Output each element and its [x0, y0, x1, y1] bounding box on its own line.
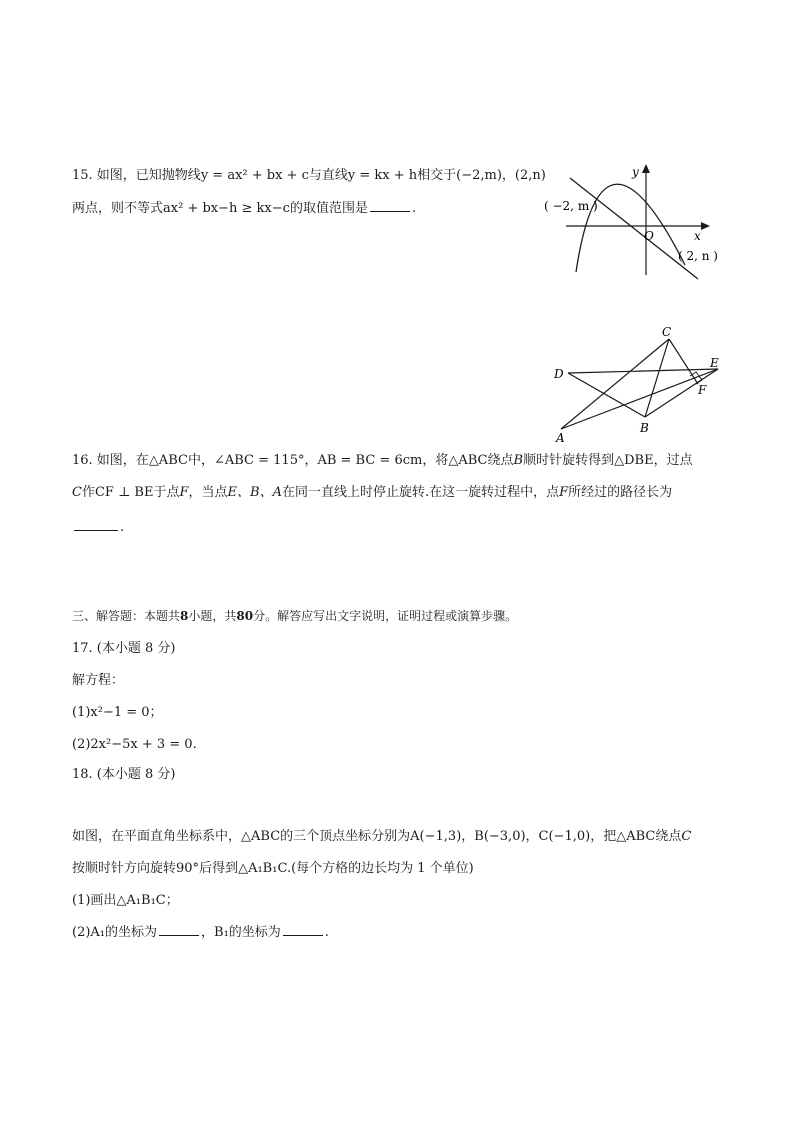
- q17-subtitle: 解方程：: [72, 673, 125, 688]
- q18-b1-blank: [283, 922, 323, 936]
- parabola-curve: [576, 184, 685, 272]
- q17-title: 17. (本小题 8 分): [72, 641, 176, 656]
- label-origin: O: [644, 229, 654, 243]
- q18-title: 18. (本小题 8 分): [72, 767, 176, 782]
- q18-part1: (1)画出△A₁B₁C；: [72, 893, 179, 908]
- q16-text: 在同一直线上时停止旋转.在这一旋转过程中，点: [281, 485, 560, 500]
- section3-text: 分。解答应写出文字说明，证明过程或演算步骤。: [253, 609, 518, 623]
- q18-text: ，把: [590, 829, 617, 844]
- seg-AC: [561, 339, 669, 429]
- q18-point-c: C: [681, 829, 692, 844]
- q18-a1-blank: [159, 922, 199, 936]
- q15-text: 的取值范围是: [289, 201, 368, 216]
- q16-text: 绕点: [487, 453, 514, 468]
- q18-coords: A(−1,3)，B(−3,0)，C(−1,0): [410, 829, 591, 844]
- q15-text: 两点，则不等式: [72, 201, 164, 216]
- section3-count: 8: [180, 609, 189, 623]
- y-axis-arrow: [642, 164, 650, 173]
- q15-figure: [540, 160, 730, 285]
- q18-text: 按顺时针方向旋转: [72, 861, 177, 876]
- q16-end: .: [120, 520, 125, 535]
- straight-line: [570, 178, 698, 279]
- q18-text: .(每个方格的边长均为 1 个单位): [286, 861, 474, 876]
- q18-text: (2)A₁的坐标为: [72, 925, 158, 940]
- q18-part2: [72, 922, 329, 942]
- q18-text: 的三个顶点坐标分别为: [280, 829, 411, 844]
- q16-text: 16. 如图，在: [72, 453, 149, 468]
- section3-text: 小题，共: [188, 609, 237, 623]
- q16-text: ，当点: [188, 485, 228, 500]
- q16-text: 所经过的路径长为: [568, 485, 673, 500]
- q15-answer-blank: [370, 198, 410, 212]
- q16-text: 于点: [153, 485, 180, 500]
- q16-text: ，将: [422, 453, 449, 468]
- label-F: F: [698, 383, 707, 397]
- label-x: x: [694, 229, 701, 243]
- label-B: B: [640, 421, 649, 435]
- q18-text: 后得到: [199, 861, 239, 876]
- seg-CF: [669, 339, 698, 384]
- q18-end: .: [324, 925, 329, 940]
- q15-line1: [72, 167, 546, 185]
- q16-triangle: △ABC: [448, 453, 488, 468]
- q16-point-f: F: [559, 485, 569, 500]
- q18-line1: [72, 828, 691, 846]
- x-axis-arrow: [701, 222, 710, 230]
- q16-line3: [72, 517, 124, 537]
- label-y: y: [632, 165, 639, 179]
- q16-text: ，过点: [653, 453, 693, 468]
- label-E: E: [710, 356, 719, 370]
- q16-point-c: C: [72, 485, 82, 500]
- q16-answer-blank: [74, 517, 118, 531]
- label-right-point: ( 2, n ): [678, 249, 718, 263]
- q15-parabola-eq: y = ax² + bx + c: [200, 168, 309, 183]
- seg-DB: [568, 373, 645, 417]
- q15-line2: [72, 198, 416, 218]
- section3-header: [72, 607, 517, 625]
- q17-part2: (2)2x²−5x + 3 = 0.: [72, 737, 197, 752]
- label-left-point: ( −2, m ): [544, 199, 598, 213]
- q18-text: ，B₁的坐标为: [201, 925, 281, 940]
- q15-text: 与直线: [308, 168, 348, 183]
- q16-text: 中，: [187, 453, 214, 468]
- q16-line2: [72, 484, 672, 502]
- q16-text: 顺时针旋转得到: [523, 453, 615, 468]
- q16-point-b: B: [513, 453, 524, 468]
- q18-text: 绕点: [655, 829, 682, 844]
- q15-line-eq: y = kx + h: [347, 168, 418, 183]
- q16-points: E、B、A: [227, 485, 282, 500]
- q16-line1: [72, 452, 693, 470]
- q18-line2: [72, 860, 474, 878]
- q16-angle: ∠ABC = 115°，AB = BC = 6cm: [213, 453, 423, 468]
- q16-perp: CF ⊥ BE: [94, 485, 154, 500]
- q15-points: (−2,m)，(2,n): [456, 168, 546, 183]
- q16-point-f: F: [179, 485, 189, 500]
- q16-triangle: △ABC: [148, 453, 188, 468]
- section3-text: 三、解答题：本题共: [72, 609, 181, 623]
- q18-text: 如图，在平面直角坐标系中，: [72, 829, 242, 844]
- q15-text: 15. 如图，已知抛物线: [72, 168, 201, 183]
- label-C: C: [662, 325, 672, 339]
- label-D: D: [554, 367, 564, 381]
- section3-score: 80: [236, 609, 254, 623]
- q16-triangle: △DBE: [614, 453, 654, 468]
- q18-triangle: △ABC: [616, 829, 656, 844]
- q15-inequality: ax² + bx−h ≥ kx−c: [163, 201, 290, 216]
- label-A: A: [556, 431, 565, 444]
- q17-part1: (1)x²−1 = 0；: [72, 705, 163, 720]
- q15-end: .: [411, 201, 417, 216]
- q18-triangle: △A₁B₁C: [238, 861, 287, 876]
- q16-figure: [550, 322, 730, 444]
- q15-text: 相交于: [417, 168, 457, 183]
- q18-triangle: △ABC: [241, 829, 281, 844]
- q16-text: 作: [81, 485, 95, 500]
- q18-degree: 90°: [176, 861, 200, 876]
- seg-CB: [645, 339, 669, 417]
